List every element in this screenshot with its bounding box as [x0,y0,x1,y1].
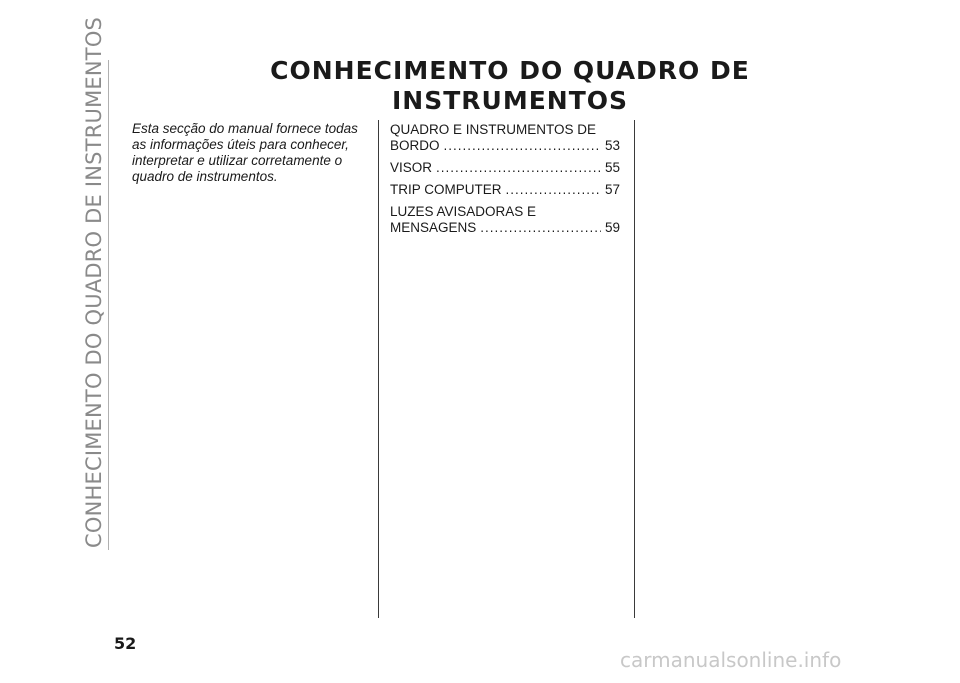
side-section-title: CONHECIMENTO DO QUADRO DE INSTRUMENTOS [82,16,106,548]
toc-entry-title-line: QUADRO E INSTRUMENTOS DE [390,122,597,137]
page-number: 52 [114,634,137,653]
toc-entry-title-line: LUZES AVISADORAS E [390,204,537,219]
toc-leader-dots [480,220,601,236]
column-divider-right [634,120,635,618]
watermark: carmanualsonline.info [620,648,842,672]
toc-entry-quadro[interactable] [390,122,620,154]
toc-entry-luzes-avisadoras[interactable] [390,204,620,236]
intro-paragraph: Esta secção do manual fornece todas as informações úteis para conhecer, interpretar e utilizar corretamente o quadro de instrumentos. [132,121,358,184]
toc-entry-label: VISOR [390,160,433,175]
toc-leader-dots [506,182,601,198]
toc-entry-trip-computer[interactable] [390,182,620,198]
toc-entry-page: 59 [604,220,620,235]
table-of-contents [390,122,620,242]
toc-entry-page: 53 [604,138,620,153]
toc-leader-dots [436,160,601,176]
column-divider-left [378,120,379,618]
page-title [230,56,790,116]
toc-entry-page: 57 [604,182,620,197]
toc-entry-page: 55 [604,160,620,175]
page-title-line-2: INSTRUMENTOS [391,86,629,115]
page-title-line-1: CONHECIMENTO DO QUADRO DE [270,56,750,85]
toc-entry-visor[interactable] [390,160,620,176]
side-divider [108,60,109,550]
toc-entry-label: BORDO [390,138,440,153]
toc-entry-label: TRIP COMPUTER [390,182,502,197]
toc-leader-dots [444,138,601,154]
toc-entry-label: MENSAGENS [390,220,477,235]
